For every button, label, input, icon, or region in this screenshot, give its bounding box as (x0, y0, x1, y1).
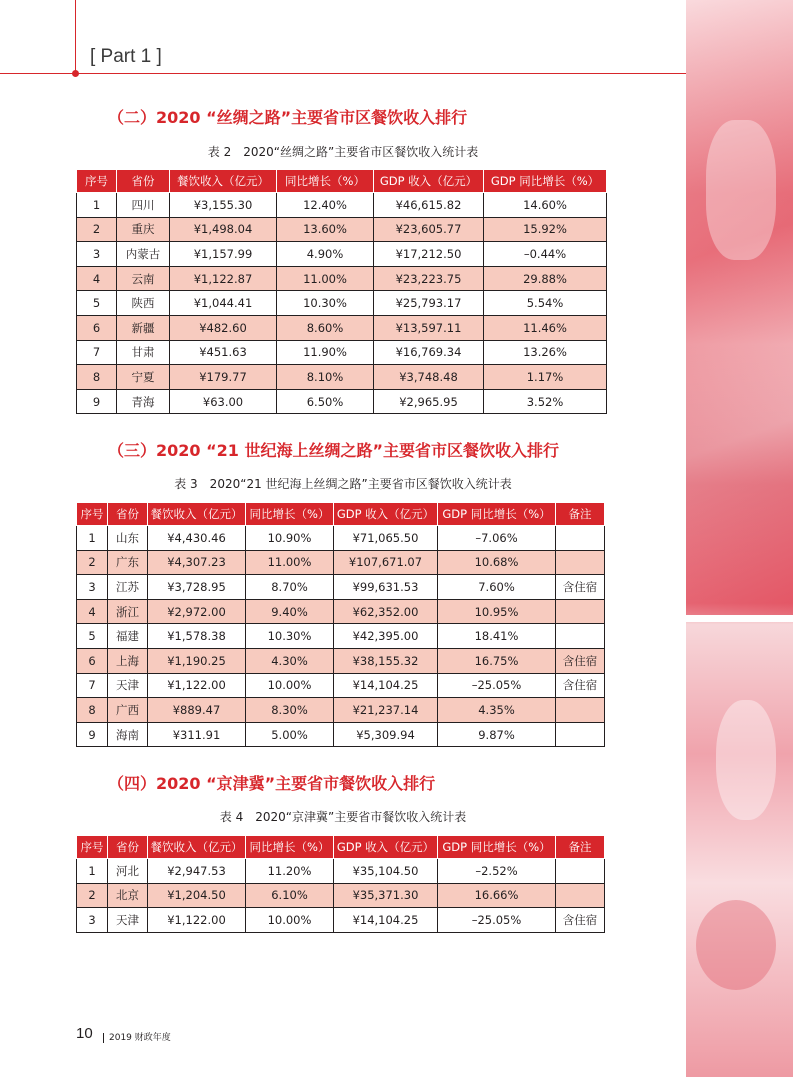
column-header: 同比增长（%） (277, 170, 374, 193)
table-cell: 四川 (117, 193, 170, 218)
table-row (77, 722, 605, 747)
table-cell: 天津 (108, 673, 148, 698)
data-table (76, 502, 605, 747)
table-cell: ¥42,395.00 (334, 624, 438, 649)
table-cell: 15.92% (484, 217, 607, 242)
table-cell: 云南 (117, 266, 170, 291)
table-cell: 8.10% (277, 365, 374, 390)
table-cell: 1 (77, 859, 108, 884)
side-image-shadow (696, 900, 776, 990)
table-cell: 新疆 (117, 315, 170, 340)
table-cell: 16.66% (438, 883, 556, 908)
table-cell: ¥2,947.53 (148, 859, 246, 884)
table-cell: ¥3,748.48 (374, 365, 484, 390)
table-cell (556, 599, 605, 624)
table-cell: ¥25,793.17 (374, 291, 484, 316)
table-cell: ¥2,972.00 (148, 599, 246, 624)
table-cell: 北京 (108, 883, 148, 908)
table-cell: 13.26% (484, 340, 607, 365)
table-cell: 4.35% (438, 698, 556, 723)
table-cell: 7 (77, 340, 117, 365)
table-cell: ¥14,104.25 (334, 908, 438, 933)
table-cell: 内蒙古 (117, 242, 170, 267)
table-cell: 8 (77, 365, 117, 390)
table-cell: ¥1,044.41 (170, 291, 277, 316)
section-heading: （二）2020 “丝绸之路”主要省市区餐饮收入排行 (108, 108, 468, 127)
table-row (77, 698, 605, 723)
data-table (76, 169, 607, 414)
table-row (77, 648, 605, 673)
table-cell: 10.30% (246, 624, 334, 649)
table-cell: 广西 (108, 698, 148, 723)
column-header: GDP 收入（亿元） (334, 836, 438, 859)
table-row (77, 217, 607, 242)
table-row (77, 242, 607, 267)
table-cell: ¥311.91 (148, 722, 246, 747)
table-cell: ¥46,615.82 (374, 193, 484, 218)
table-cell: 6.10% (246, 883, 334, 908)
table-cell: ¥179.77 (170, 365, 277, 390)
table-cell (556, 698, 605, 723)
column-header: GDP 同比增长（%） (484, 170, 607, 193)
table-header-row (77, 836, 605, 859)
table-cell: 2 (77, 217, 117, 242)
table-cell: ¥1,122.00 (148, 908, 246, 933)
table-row (77, 859, 605, 884)
table-cell: 11.46% (484, 315, 607, 340)
table-cell: 9 (77, 722, 108, 747)
table-cell: 广东 (108, 550, 148, 575)
table-cell: ¥1,498.04 (170, 217, 277, 242)
table-cell: ¥38,155.32 (334, 648, 438, 673)
column-header: 序号 (77, 503, 108, 526)
table-cell: ¥1,122.87 (170, 266, 277, 291)
table-cell: ¥23,223.75 (374, 266, 484, 291)
table-cell: 10.00% (246, 908, 334, 933)
table-cell: –7.06% (438, 526, 556, 551)
table-cell: 山东 (108, 526, 148, 551)
table-cell: –0.44% (484, 242, 607, 267)
header-rule-dot (72, 70, 79, 77)
table-cell: 青海 (117, 389, 170, 414)
table-cell: ¥1,204.50 (148, 883, 246, 908)
table-cell: ¥1,157.99 (170, 242, 277, 267)
table-cell: ¥107,671.07 (334, 550, 438, 575)
table-cell: 6 (77, 315, 117, 340)
table-cell (556, 526, 605, 551)
table-cell: 3 (77, 908, 108, 933)
table-row (77, 291, 607, 316)
column-header: 同比增长（%） (246, 836, 334, 859)
table-cell: 9 (77, 389, 117, 414)
table-cell: 10.30% (277, 291, 374, 316)
table-cell: 10.00% (246, 673, 334, 698)
table-cell: 5 (77, 291, 117, 316)
table-cell: 18.41% (438, 624, 556, 649)
table-cell: ¥889.47 (148, 698, 246, 723)
table-row (77, 624, 605, 649)
table-cell: 4.90% (277, 242, 374, 267)
table-caption: 表 4 2020“京津冀”主要省市餐饮收入统计表 (219, 810, 467, 824)
table-header-row (77, 503, 605, 526)
table-cell: 河北 (108, 859, 148, 884)
column-header: GDP 同比增长（%） (438, 503, 556, 526)
table-cell: 4 (77, 266, 117, 291)
part-label: [ Part 1 ] (90, 46, 162, 67)
table-cell: 8 (77, 698, 108, 723)
table-cell: 3 (77, 242, 117, 267)
column-header: 备注 (556, 836, 605, 859)
table-cell: ¥3,155.30 (170, 193, 277, 218)
table-cell (556, 722, 605, 747)
table-cell: ¥35,104.50 (334, 859, 438, 884)
table-cell: 天津 (108, 908, 148, 933)
table-cell (556, 624, 605, 649)
table-cell: –25.05% (438, 673, 556, 698)
table-cell: ¥1,122.00 (148, 673, 246, 698)
table-cell: ¥4,307.23 (148, 550, 246, 575)
column-header: 餐饮收入（亿元） (170, 170, 277, 193)
publication-label (103, 1030, 171, 1043)
side-image-highlight (706, 120, 776, 260)
table-cell (556, 883, 605, 908)
table-cell: ¥5,309.94 (334, 722, 438, 747)
table-cell: 6 (77, 648, 108, 673)
table-cell: 1.17% (484, 365, 607, 390)
table-cell: ¥35,371.30 (334, 883, 438, 908)
table-cell: 江苏 (108, 575, 148, 600)
table-cell: 10.68% (438, 550, 556, 575)
column-header: 餐饮收入（亿元） (148, 836, 246, 859)
table-cell: 1 (77, 526, 108, 551)
table-cell: 含住宿 (556, 673, 605, 698)
table-cell: ¥2,965.95 (374, 389, 484, 414)
table-cell: 8.30% (246, 698, 334, 723)
table-row (77, 526, 605, 551)
table-cell: 8.70% (246, 575, 334, 600)
table-cell: ¥1,578.38 (148, 624, 246, 649)
table-row (77, 315, 607, 340)
table-cell: 福建 (108, 624, 148, 649)
table-cell: 8.60% (277, 315, 374, 340)
table-cell: 14.60% (484, 193, 607, 218)
table-cell: 5.54% (484, 291, 607, 316)
table-cell: 上海 (108, 648, 148, 673)
side-image-top (686, 0, 793, 615)
table-row (77, 550, 605, 575)
column-header: GDP 收入（亿元） (334, 503, 438, 526)
table-cell: ¥63.00 (170, 389, 277, 414)
column-header: 省份 (108, 503, 148, 526)
table-cell: 1 (77, 193, 117, 218)
table-cell: 3.52% (484, 389, 607, 414)
table-cell: 含住宿 (556, 908, 605, 933)
column-header: 序号 (77, 836, 108, 859)
table-cell: 甘肃 (117, 340, 170, 365)
table-cell: ¥13,597.11 (374, 315, 484, 340)
table-cell: ¥99,631.53 (334, 575, 438, 600)
table-caption: 表 3 2020“21 世纪海上丝绸之路”主要省市区餐饮收入统计表 (174, 477, 512, 491)
table-cell: 10.90% (246, 526, 334, 551)
table-cell: 浙江 (108, 599, 148, 624)
table-cell: 11.00% (277, 266, 374, 291)
table-cell: 5.00% (246, 722, 334, 747)
table-cell: ¥21,237.14 (334, 698, 438, 723)
table-cell: 含住宿 (556, 575, 605, 600)
side-image-highlight (716, 700, 776, 820)
table-header-row (77, 170, 607, 193)
table-row (77, 673, 605, 698)
table-row (77, 389, 607, 414)
table-cell: –2.52% (438, 859, 556, 884)
decorative-side-image (686, 0, 793, 1077)
table-cell: –25.05% (438, 908, 556, 933)
table-cell: 重庆 (117, 217, 170, 242)
table-cell: 13.60% (277, 217, 374, 242)
table-cell: 含住宿 (556, 648, 605, 673)
table-cell: 3 (77, 575, 108, 600)
table-cell: 宁夏 (117, 365, 170, 390)
table-cell: ¥62,352.00 (334, 599, 438, 624)
column-header: 同比增长（%） (246, 503, 334, 526)
header-vertical-rule (75, 0, 76, 74)
table-cell: 2 (77, 550, 108, 575)
table-cell: ¥451.63 (170, 340, 277, 365)
table-cell: ¥14,104.25 (334, 673, 438, 698)
table-cell: ¥71,065.50 (334, 526, 438, 551)
table-cell: 5 (77, 624, 108, 649)
table-row (77, 193, 607, 218)
table-row (77, 575, 605, 600)
table-cell: 7.60% (438, 575, 556, 600)
table-cell: ¥482.60 (170, 315, 277, 340)
side-image-divider (686, 615, 793, 622)
table-cell: ¥3,728.95 (148, 575, 246, 600)
table-cell: 11.20% (246, 859, 334, 884)
footer-divider (103, 1033, 104, 1043)
table-cell: 陕西 (117, 291, 170, 316)
table-cell: 12.40% (277, 193, 374, 218)
table-cell (556, 550, 605, 575)
data-table (76, 835, 605, 933)
table-cell: ¥17,212.50 (374, 242, 484, 267)
table-cell: ¥16,769.34 (374, 340, 484, 365)
table-cell: ¥23,605.77 (374, 217, 484, 242)
table-cell: 4 (77, 599, 108, 624)
column-header: 省份 (108, 836, 148, 859)
table-cell: 6.50% (277, 389, 374, 414)
table-cell: ¥4,430.46 (148, 526, 246, 551)
table-cell (556, 859, 605, 884)
page-number: 10 (76, 1025, 93, 1042)
section-heading: （三）2020 “21 世纪海上丝绸之路”主要省市区餐饮收入排行 (108, 441, 559, 460)
table-cell: 2 (77, 883, 108, 908)
table-cell: 海南 (108, 722, 148, 747)
table-cell: 4.30% (246, 648, 334, 673)
table-row (77, 365, 607, 390)
section-heading: （四）2020 “京津冀”主要省市餐饮收入排行 (108, 774, 436, 793)
table-cell: 9.40% (246, 599, 334, 624)
table-row (77, 599, 605, 624)
table-cell: 11.00% (246, 550, 334, 575)
table-row (77, 340, 607, 365)
column-header: GDP 收入（亿元） (374, 170, 484, 193)
table-row (77, 908, 605, 933)
column-header: GDP 同比增长（%） (438, 836, 556, 859)
header-horizontal-rule (0, 73, 686, 74)
table-row (77, 883, 605, 908)
table-cell: ¥1,190.25 (148, 648, 246, 673)
table-cell: 29.88% (484, 266, 607, 291)
table-row (77, 266, 607, 291)
table-cell: 10.95% (438, 599, 556, 624)
column-header: 序号 (77, 170, 117, 193)
table-cell: 9.87% (438, 722, 556, 747)
column-header: 餐饮收入（亿元） (148, 503, 246, 526)
column-header: 省份 (117, 170, 170, 193)
table-cell: 16.75% (438, 648, 556, 673)
column-header: 备注 (556, 503, 605, 526)
table-caption: 表 2 2020“丝绸之路”主要省市区餐饮收入统计表 (207, 145, 479, 159)
publication-title: 2019 财政年度 (109, 1033, 171, 1043)
table-cell: 7 (77, 673, 108, 698)
table-cell: 11.90% (277, 340, 374, 365)
